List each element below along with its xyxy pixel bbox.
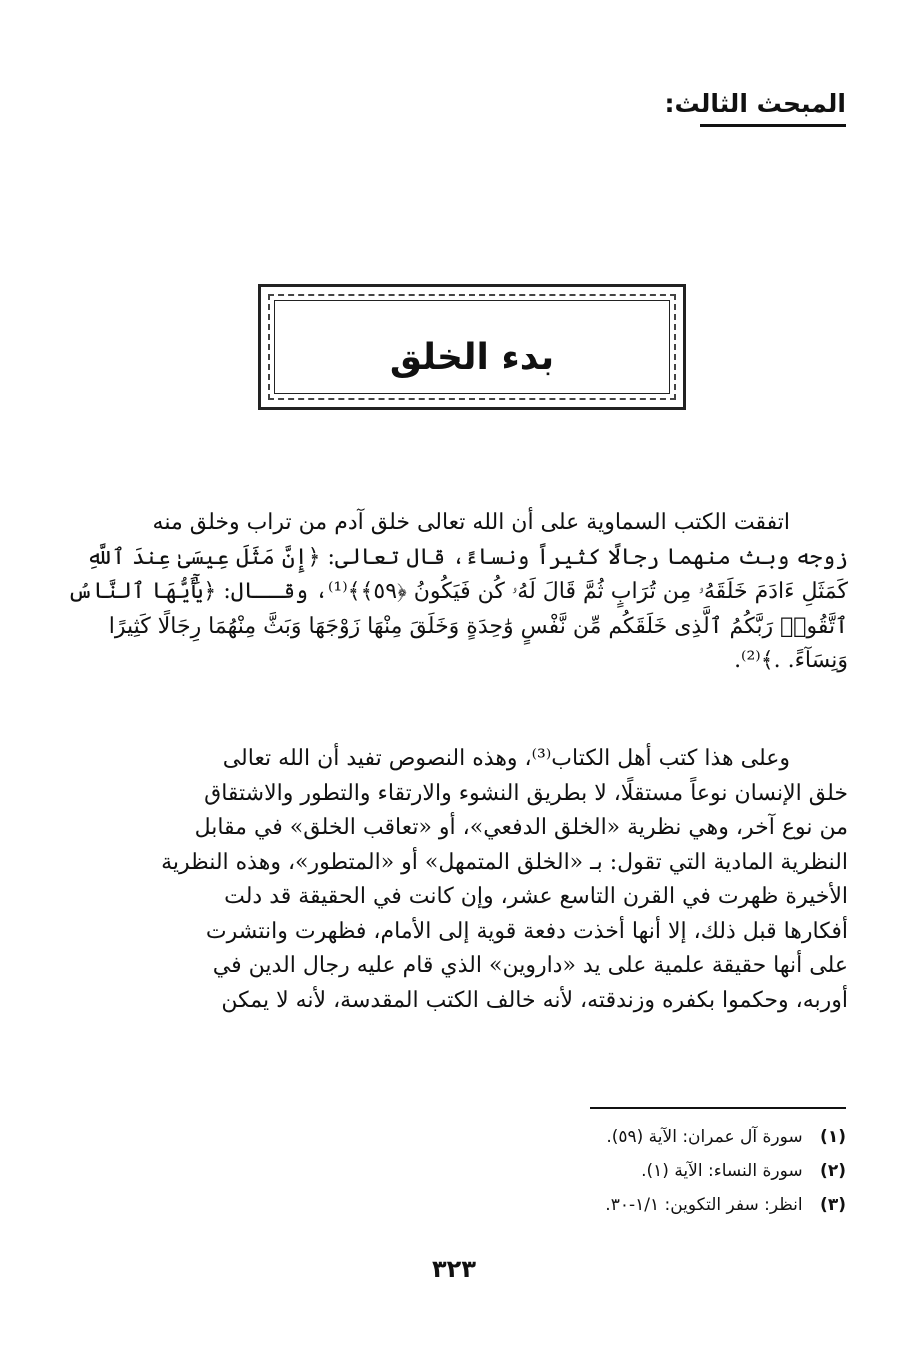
section-title: بدء الخلق (389, 337, 555, 378)
paragraph-line: على أنها حقيقة علمية على يد «داروين» الذي قام عليه رجال الدين في (212, 953, 848, 978)
paragraph-creation-scriptures (67, 506, 848, 679)
paragraph-line: زوجه وبث منهما رجالًا كثيراً ونساءً، قال تعالى: ﴿إِنَّ مَثَلَ عِيسَىٰ عِندَ ٱللَّهِ (86, 544, 848, 570)
chapter-heading-underline (700, 124, 846, 127)
paragraph-line: اتفقت الكتب السماوية على أن الله تعالى خلق آدم من تراب وخلق منه (152, 510, 790, 535)
page-number: ٣٢٣ (432, 1255, 476, 1283)
footnotes (426, 1120, 846, 1222)
paragraph-line: الأخيرة ظهرت في القرن التاسع عشر، وإن كانت في الحقيقة قد دلت (224, 884, 848, 909)
section-title-frame (258, 284, 686, 410)
paragraph-line: وعلى هذا كتب أهل الكتاب⁽³⁾، وهذه النصوص تفيد أن الله تعالى (222, 746, 790, 771)
paragraph-line: أوربه، وحكموا بكفره وزندقته، لأنه خالف الكتب المقدسة، لأنه لا يمكن (221, 987, 848, 1013)
paragraph-line: النظرية المادية التي تقول: بـ «الخلق المتمهل» أو «المتطور»، وهذه النظرية (161, 849, 848, 875)
footnote-text: انظر: سفر التكوين: ١/١-٣٠. (605, 1195, 803, 1215)
chapter-heading: المبحث الثالث: (664, 89, 846, 118)
footnote (426, 1120, 846, 1154)
footnote (426, 1154, 846, 1188)
paragraph-line: خلق الإنسان نوعاً مستقلًا، لا بطريق النشوء والارتقاء والتطور والاشتقاق (204, 780, 848, 806)
footnote-number: (٢) (820, 1161, 846, 1181)
paragraph-line: من نوع آخر، وهي نظرية «الخلق الدفعي»، أو «تعاقب الخلق» في مقابل (194, 815, 848, 840)
quran-verse-line: وَنِسَآءً. .﴾⁽²⁾. (734, 648, 848, 673)
paragraph-line: أفكارها قبل ذلك، إلا أنها أخذت دفعة قوية إلى الأمام، فظهرت وانتشرت (205, 918, 848, 944)
section-title-frame-inner (268, 294, 676, 400)
quran-verse-line: كَمَثَلِ ءَادَمَ خَلَقَهُۥ مِن تُرَابٍ ثُمَّ قَالَ لَهُۥ كُن فَيَكُونُ ﴿٥٩﴾﴾⁽¹⁾، وقــال: ﴿يَٰٓأَيُّهَا ٱلنَّاسُ (67, 579, 848, 604)
paragraph-evolution-theory (96, 742, 848, 1018)
footnote-number: (١) (820, 1127, 846, 1147)
section-title-frame-border (274, 300, 670, 394)
quran-verse-line: ٱتَّقُوا۟ رَبَّكُمُ ٱلَّذِى خَلَقَكُم مِّن نَّفْسٍ وَٰحِدَةٍ وَخَلَقَ مِنْهَا زَوْجَهَا وَبَثَّ مِنْهُمَا رِجَالًا كَثِيرًا (108, 613, 848, 639)
footnote-text: سورة النساء: الآية (١). (641, 1161, 803, 1181)
footnote-text: سورة آل عمران: الآية (٥٩). (606, 1127, 803, 1147)
footnote-separator (590, 1107, 846, 1109)
footnote (426, 1188, 846, 1222)
footnote-number: (٣) (820, 1195, 846, 1215)
